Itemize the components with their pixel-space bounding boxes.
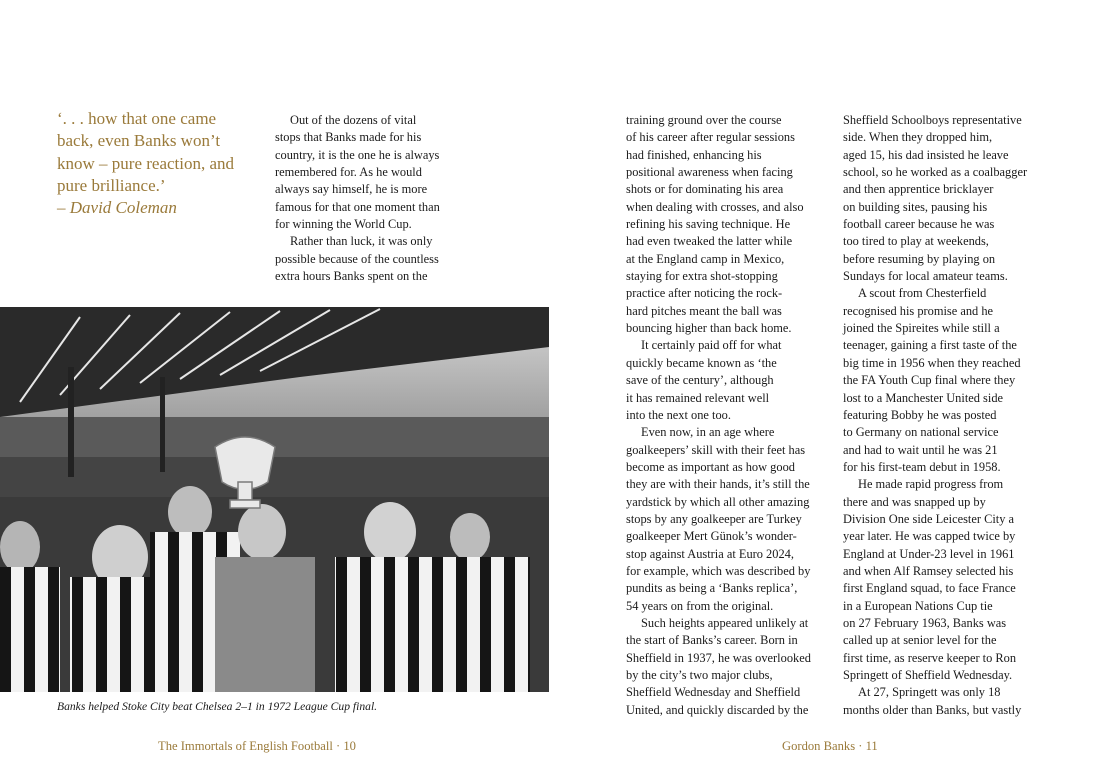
pull-quote-line: know – pure reaction, and bbox=[57, 153, 235, 173]
text-line: of his career after regular sessions bbox=[626, 130, 795, 145]
text-line: in a European Nations Cup tie bbox=[843, 598, 993, 613]
pull-quote-attribution: – David Coleman bbox=[57, 198, 177, 218]
text-line: remembered for. As he would bbox=[275, 165, 422, 180]
text-line: United, and quickly discarded by the bbox=[626, 702, 809, 717]
text-column-1 bbox=[275, 112, 440, 285]
photo-illustration bbox=[0, 307, 549, 692]
text-line: goalkeeper Mert Günok’s wonder- bbox=[626, 529, 797, 544]
text-line: hard pitches meant the ball was bbox=[626, 303, 782, 318]
pull-quote-line: back, even Banks won’t bbox=[57, 131, 221, 151]
photo-caption: Banks helped Stoke City beat Chelsea 2–1 in 1972 League Cup final. bbox=[57, 700, 378, 713]
text-line: Such heights appeared unlikely at bbox=[641, 615, 809, 630]
text-line: training ground over the course bbox=[626, 113, 782, 127]
text-line: staying for extra shot-stopping bbox=[626, 269, 778, 284]
text-line: Out of the dozens of vital bbox=[290, 113, 417, 127]
text-line: famous for that one moment than bbox=[275, 199, 440, 214]
text-line: shots or for dominating his area bbox=[626, 182, 784, 197]
text-line: always say himself, he is more bbox=[275, 182, 428, 197]
text-line: At 27, Springett was only 18 bbox=[858, 685, 1001, 700]
text-line: when dealing with crosses, and also bbox=[626, 199, 804, 214]
text-line: and had to wait until he was 21 bbox=[843, 442, 998, 457]
text-line: football career because he was bbox=[843, 217, 995, 232]
text-line: had even tweaked the latter while bbox=[626, 234, 793, 249]
text-line: to Germany on national service bbox=[843, 425, 999, 440]
pull-quote-line: pure brilliance.’ bbox=[57, 175, 166, 195]
text-line: Sundays for local amateur teams. bbox=[843, 269, 1008, 284]
text-line: first time, as reserve keeper to Ron bbox=[843, 650, 1017, 665]
text-line: quickly became known as ‘the bbox=[626, 355, 777, 370]
text-line: possible because of the countless bbox=[275, 251, 439, 266]
text-line: there and was snapped up by bbox=[843, 494, 986, 509]
text-line: big time in 1956 when they reached bbox=[843, 355, 1021, 370]
text-line: the FA Youth Cup final where they bbox=[843, 373, 1016, 388]
text-line: 54 years on from the original. bbox=[626, 598, 774, 613]
text-line: Division One side Leicester City a bbox=[843, 511, 1015, 526]
text-line: recognised his promise and he bbox=[843, 303, 994, 318]
text-line: into the next one too. bbox=[626, 407, 731, 422]
text-line: called up at senior level for the bbox=[843, 633, 997, 648]
text-line: bouncing higher than back home. bbox=[626, 321, 792, 336]
team-celebration-photo bbox=[0, 307, 549, 692]
text-line: for winning the World Cup. bbox=[275, 217, 412, 232]
text-line: Even now, in an age where bbox=[641, 425, 775, 440]
text-line: by the city’s two major clubs, bbox=[626, 668, 773, 682]
text-line: on 27 February 1963, Banks was bbox=[843, 615, 1007, 630]
text-line: had finished, enhancing his bbox=[626, 147, 762, 162]
text-line: goalkeepers’ skill with their feet has bbox=[626, 442, 806, 457]
text-line: teenager, gaining a first taste of the bbox=[843, 338, 1017, 353]
text-line: become as important as how good bbox=[626, 459, 795, 474]
text-line: save of the century’, although bbox=[626, 373, 774, 388]
text-line: for example, which was described by bbox=[626, 563, 811, 578]
text-line: Sheffield in 1937, he was overlooked bbox=[626, 650, 811, 665]
text-line: stops that Banks made for his bbox=[275, 130, 422, 145]
text-line: practice after noticing the rock- bbox=[626, 286, 783, 301]
text-line: for his first-team debut in 1958. bbox=[843, 459, 1001, 474]
text-line: and when Alf Ramsey selected his bbox=[843, 563, 1014, 578]
text-line: stops by any goalkeeper are Turkey bbox=[626, 511, 802, 526]
text-line: Sheffield Wednesday and Sheffield bbox=[626, 685, 801, 700]
text-line: school, so he worked as a coalbagger bbox=[843, 165, 1028, 180]
pull-quote bbox=[57, 108, 267, 219]
text-line: England at Under-23 level in 1961 bbox=[843, 546, 1015, 561]
text-line: and then apprentice bricklayer bbox=[843, 182, 994, 197]
text-line: too tired to play at weekends, bbox=[843, 234, 989, 249]
text-line: lost to a Manchester United side bbox=[843, 390, 1004, 405]
text-line: it has remained relevant well bbox=[626, 390, 770, 405]
text-line: yardstick by which all other amazing bbox=[626, 494, 810, 509]
text-line: months older than Banks, but vastly bbox=[843, 702, 1022, 717]
text-line: Sheffield Schoolboys representative bbox=[843, 113, 1022, 127]
text-line: side. When they dropped him, bbox=[843, 130, 993, 145]
text-line: joined the Spireites while still a bbox=[843, 321, 1000, 336]
text-line: at the England camp in Mexico, bbox=[626, 251, 785, 266]
text-line: they are with their hands, it’s still the bbox=[626, 477, 810, 492]
text-line: year later. He was capped twice by bbox=[843, 529, 1016, 544]
text-line: country, it is the one he is always bbox=[275, 147, 440, 162]
text-line: extra hours Banks spent on the bbox=[275, 269, 428, 284]
text-line: A scout from Chesterfield bbox=[858, 286, 987, 301]
text-column-3 bbox=[843, 112, 1027, 719]
footer-right-folio: Gordon Banks · 11 bbox=[782, 739, 878, 753]
text-line: He made rapid progress from bbox=[858, 477, 1004, 492]
text-line: aged 15, his dad insisted he leave bbox=[843, 147, 1009, 162]
text-line: pundits as being a ‘Banks replica’, bbox=[626, 581, 798, 596]
text-line: on building sites, pausing his bbox=[843, 199, 988, 214]
pull-quote-line: ‘. . . how that one came bbox=[57, 109, 217, 128]
text-line: refining his saving technique. He bbox=[626, 217, 791, 232]
text-line: featuring Bobby he was posted bbox=[843, 407, 997, 422]
text-line: the start of Banks’s career. Born in bbox=[626, 633, 798, 648]
text-line: Springett of Sheffield Wednesday. bbox=[843, 668, 1013, 682]
text-column-2 bbox=[626, 112, 811, 719]
text-line: before resuming by playing on bbox=[843, 251, 996, 266]
text-line: Rather than luck, it was only bbox=[290, 234, 433, 249]
text-line: stop against Austria at Euro 2024, bbox=[626, 546, 794, 561]
footer-left-folio: The Immortals of English Football · 10 bbox=[158, 739, 356, 753]
text-line: first England squad, to face France bbox=[843, 581, 1016, 596]
text-line: positional awareness when facing bbox=[626, 165, 793, 180]
text-line: It certainly paid off for what bbox=[641, 338, 782, 353]
